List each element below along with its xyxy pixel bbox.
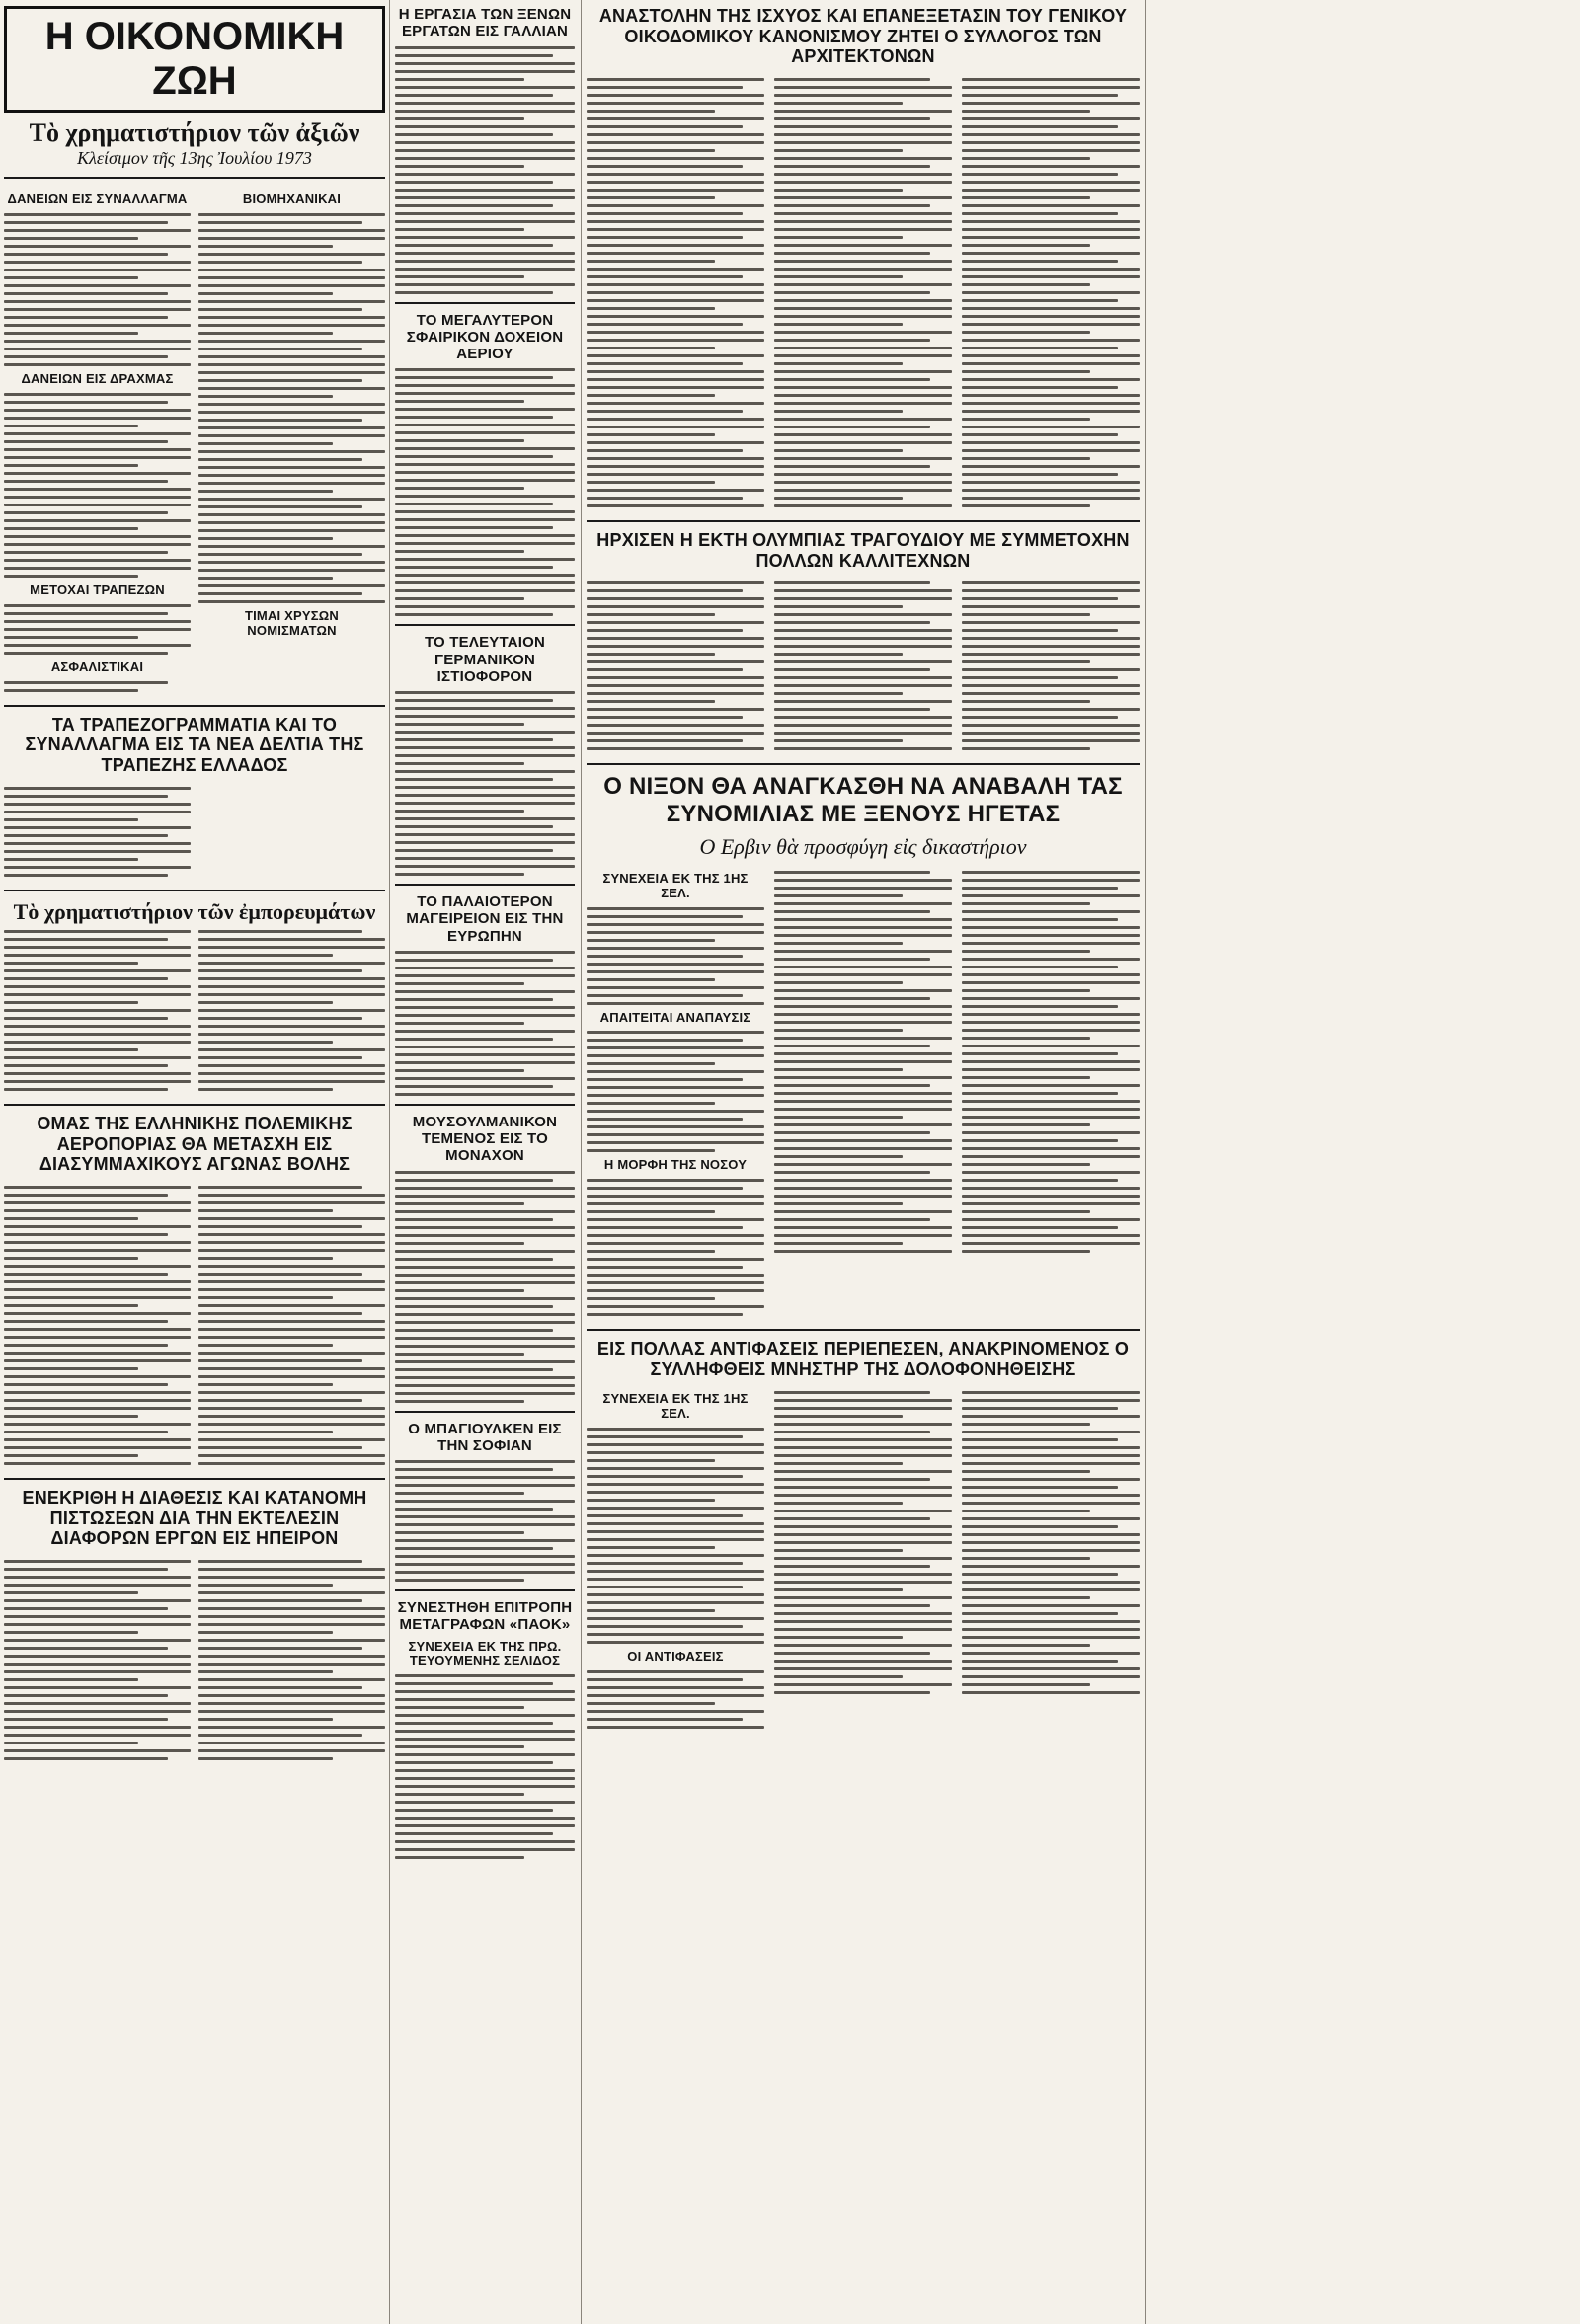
- divider: [4, 890, 385, 891]
- divider: [395, 884, 575, 886]
- subhead-rest-required: ΑΠΑΙΤΕΙΤΑΙ ΑΝΑΠΑΥΣΙΣ: [599, 1009, 751, 1025]
- headline-paok: ΣΥΝΕΣΤΗΘΗ ΕΠΙΤΡΟΠΗ ΜΕΤΑΓΡΑΦΩΝ «ΠΑΟΚ»: [397, 1599, 573, 1634]
- headline-song-olympiad: ΗΡΧΙΣΕΝ Η ΕΚΤΗ ΟΛΥΜΠΙΑΣ ΤΡΑΓΟΥΔΙΟΥ ΜΕ ΣΥΜΜΕΤΟΧΗΝ ΠΟΛΛΩΝ ΚΑΛΛΙΤΕΧΝΩΝ: [596, 530, 1130, 571]
- divider: [587, 520, 1140, 522]
- divider: [395, 624, 575, 626]
- section-loans-drachma: ΔΑΝΕΙΩΝ ΕΙΣ ΔΡΑΧΜΑΣ: [21, 370, 174, 386]
- headline-sailing-ship: ΤΟ ΤΕΛΕΥΤΑΙΟΝ ΓΕΡΜΑΝΙΚΟΝ ΙΣΤΙΟΦΟΡΟΝ: [424, 634, 546, 685]
- headline-nixon: Ο ΝΙΞΟΝ ΘΑ ΑΝΑΓΚΑΣΘΗ ΝΑ ΑΝΑΒΑΛΗ ΤΑΣ ΣΥΝΟΜΙΛΙΑΣ ΜΕ ΞΕΝΟΥΣ ΗΓΕΤΑΣ: [603, 773, 1123, 828]
- column-divider: [581, 0, 582, 2324]
- subhead-contradictions: ΟΙ ΑΝΤΙΦΑΣΕΙΣ: [627, 1648, 724, 1664]
- headline-aviation: ΟΜΑΣ ΤΗΣ ΕΛΛΗΝΙΚΗΣ ΠΟΛΕΜΙΚΗΣ ΑΕΡΟΠΟΡΙΑΣ ΘΑ ΜΕΤΑΣΧΗ ΕΙΣ ΔΙΑΣΥΜΜΑΧΙΚΟΥΣ ΑΓΩΝΑΣ ΒΟΛΗΣ: [37, 1113, 353, 1175]
- divider: [4, 705, 385, 707]
- section-loans-fx: ΔΑΝΕΙΩΝ ΕΙΣ ΣΥΝΑΛΛΑΓΜΑ: [7, 192, 188, 206]
- headline-credit: ΕΝΕΚΡΙΘΗ Η ΔΙΑΘΕΣΙΣ ΚΑΙ ΚΑΤΑΝΟΜΗ ΠΙΣΤΩΣΕΩΝ ΔΙΑ ΤΗΝ ΕΚΤΕΛΕΣΙΝ ΔΙΑΦΟΡΩΝ ΕΡΓΩΝ ΕΙΣ ΗΠΕΙΡΟΝ: [22, 1487, 367, 1549]
- divider: [587, 763, 1140, 765]
- column-1: [4, 0, 385, 2324]
- divider: [4, 177, 385, 179]
- continuation-note: ΣΥΝΕΧΕΙΑ ΕΚ ΤΗΣ 1ΗΣ ΣΕΛ.: [602, 1390, 749, 1421]
- continuation-note: ΣΥΝΕΧΕΙΑ ΕΚ ΤΗΣ ΠΡΩ. ΤΕΥΟΥΜΕΝΗΣ ΣΕΛΙΔΟΣ: [408, 1638, 562, 1668]
- headline-sofia: Ο ΜΠΑΓΙΟΥΛΚΕΝ ΕΙΣ ΤΗΝ ΣΟΦΙΑΝ: [408, 1420, 562, 1454]
- divider: [395, 1104, 575, 1106]
- section-bank-shares: ΜΕΤΟΧΑΙ ΤΡΑΠΕΖΩΝ: [30, 581, 165, 597]
- subhead-illness: Η ΜΟΡΦΗ ΤΗΣ ΝΟΣΟΥ: [603, 1157, 748, 1173]
- divider: [395, 1589, 575, 1591]
- commodities-title: Τὸ χρηματιστήριον τῶν ἐμπορευμάτων: [13, 898, 376, 924]
- divider: [4, 1104, 385, 1106]
- stock-market-title: Τὸ χρηματιστήριον τῶν ἀξιῶν: [29, 118, 360, 147]
- divider: [395, 302, 575, 304]
- continuation-note: ΣΥΝΕΧΕΙΑ ΕΚ ΤΗΣ 1ΗΣ ΣΕΛ.: [602, 870, 749, 900]
- divider: [4, 1478, 385, 1480]
- column-3: [587, 0, 1140, 2324]
- headline-oldest-kitchen: ΤΟ ΠΑΛΑΙΟΤΕΡΟΝ ΜΑΓΕΙΡΕΙΟΝ ΕΙΣ ΤΗΝ ΕΥΡΩΠΗΝ: [406, 893, 564, 945]
- column-divider: [389, 0, 390, 2324]
- section-industrial: ΒΙΟΜΗΧΑΝΙΚΑΙ: [242, 192, 342, 206]
- section-gold-coins: ΤΙΜΑΙ ΧΡΥΣΩΝ ΝΟΜΙΣΜΑΤΩΝ: [244, 607, 340, 638]
- divider: [395, 1411, 575, 1413]
- headline-mosque: ΜΟΥΣΟΥΛΜΑΝΙΚΟΝ ΤΕΜΕΝΟΣ ΕΙΣ ΤΟ ΜΟΝΑΧΟΝ: [412, 1113, 558, 1165]
- masthead-title: Η ΟΙΚΟΝΟΜΙΚΗ ΖΩΗ: [4, 6, 385, 113]
- column-2: [395, 0, 575, 2324]
- headline-exchange-rates: ΤΑ ΤΡΑΠΕΖΟΓΡΑΜΜΑΤΙΑ ΚΑΙ ΤΟ ΣΥΝΑΛΛΑΓΜΑ ΕΙΣ ΤΑ ΝΕΑ ΔΕΛΤΙΑ ΤΗΣ ΤΡΑΠΕΖΗΣ ΕΛΛΑΔΟΣ: [25, 714, 364, 776]
- section-insurance: ΑΣΦΑΛΙΣΤΙΚΑΙ: [50, 658, 144, 674]
- divider: [587, 1329, 1140, 1331]
- closing-date: Κλείσιμον τῆς 13ης Ἰουλίου 1973: [77, 148, 312, 168]
- headline-architects: ΑΝΑΣΤΟΛΗΝ ΤΗΣ ΙΣΧΥΟΣ ΚΑΙ ΕΠΑΝΕΞΕΤΑΣΙΝ ΤΟΥ ΓΕΝΙΚΟΥ ΟΙΚΟΔΟΜΙΚΟΥ ΚΑΝΟΝΙΣΜΟΥ ΖΗΤΕΙ Ο ΣΥΛΛΟΓΟΣ ΤΩΝ ΑΡΧΙΤΕΚΤΟΝΩΝ: [598, 6, 1128, 67]
- headline-murder-case: ΕΙΣ ΠΟΛΛΑΣ ΑΝΤΙΦΑΣΕΙΣ ΠΕΡΙΕΠΕΣΕΝ, ΑΝΑΚΡΙΝΟΜΕΝΟΣ Ο ΣΥΛΛΗΦΘΕΙΣ ΜΝΗΣΤΗΡ ΤΗΣ ΔΟΛΟΦΟΝΗΘΕΙΣΗΣ: [596, 1339, 1130, 1380]
- headline-gas-tank: ΤΟ ΜΕΓΑΛΥΤΕΡΟΝ ΣΦΑΙΡΙΚΟΝ ΔΟΧΕΙΟΝ ΑΕΡΙΟΥ: [406, 311, 564, 362]
- subheadline-ervin: Ο Ερβιν θὰ προσφύγη εἰς δικαστήριον: [699, 833, 1027, 859]
- headline-foreign-workers: Η ΕΡΓΑΣΙΑ ΤΩΝ ΞΕΝΩΝ ΕΡΓΑΤΩΝ ΕΙΣ ΓΑΛΛΙΑΝ: [398, 6, 572, 40]
